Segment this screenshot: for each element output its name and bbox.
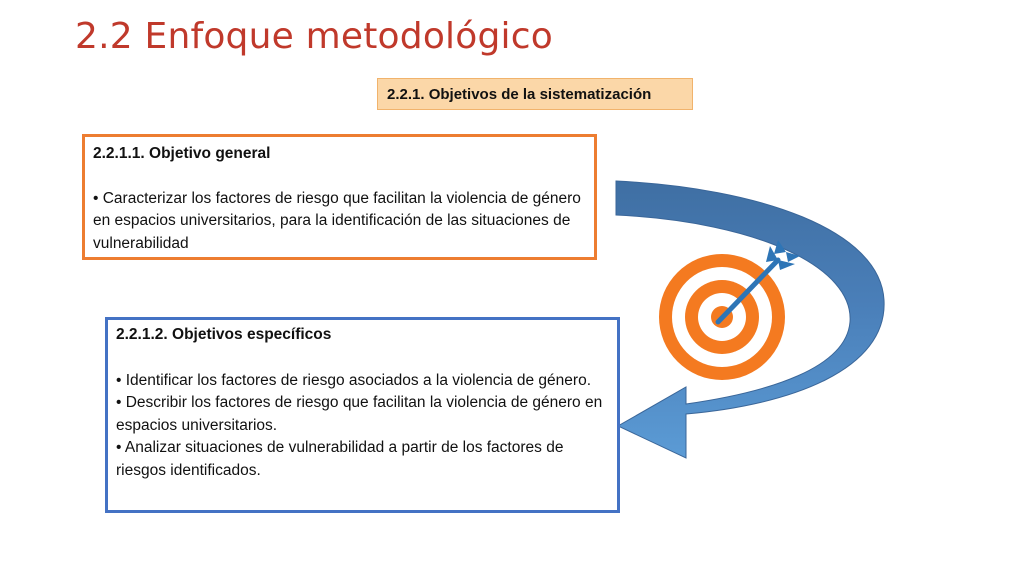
objetivo-general-item: • Caracterizar los factores de riesgo que facilitan la violencia de género en espacios universitarios, para la identificación de las situaciones de vulnerabilidad [93, 189, 581, 252]
target-icon [659, 240, 800, 380]
objetivos-especificos-box [105, 317, 620, 513]
objetivo-especifico-item: • Identificar los factores de riesgo asociados a la violencia de género. [116, 371, 592, 389]
objetivos-especificos-heading: 2.2.1.2. Objetivos específicos [116, 326, 332, 343]
objetivo-general-heading: 2.2.1.1. Objetivo general [93, 145, 271, 162]
objetivo-especifico-item: • Describir los factores de riesgo que facilitan la violencia de género en espacios universitarios. [116, 394, 603, 434]
section-label [377, 78, 693, 110]
objetivo-general-box [82, 134, 597, 260]
objetivo-especifico-item: • Analizar situaciones de vulnerabilidad a partir de los factores de riesgos identificados. [116, 439, 564, 479]
slide-title: 2.2 Enfoque metodológico [75, 16, 553, 57]
section-label-text: 2.2.1. Objetivos de la sistematización [387, 85, 652, 103]
